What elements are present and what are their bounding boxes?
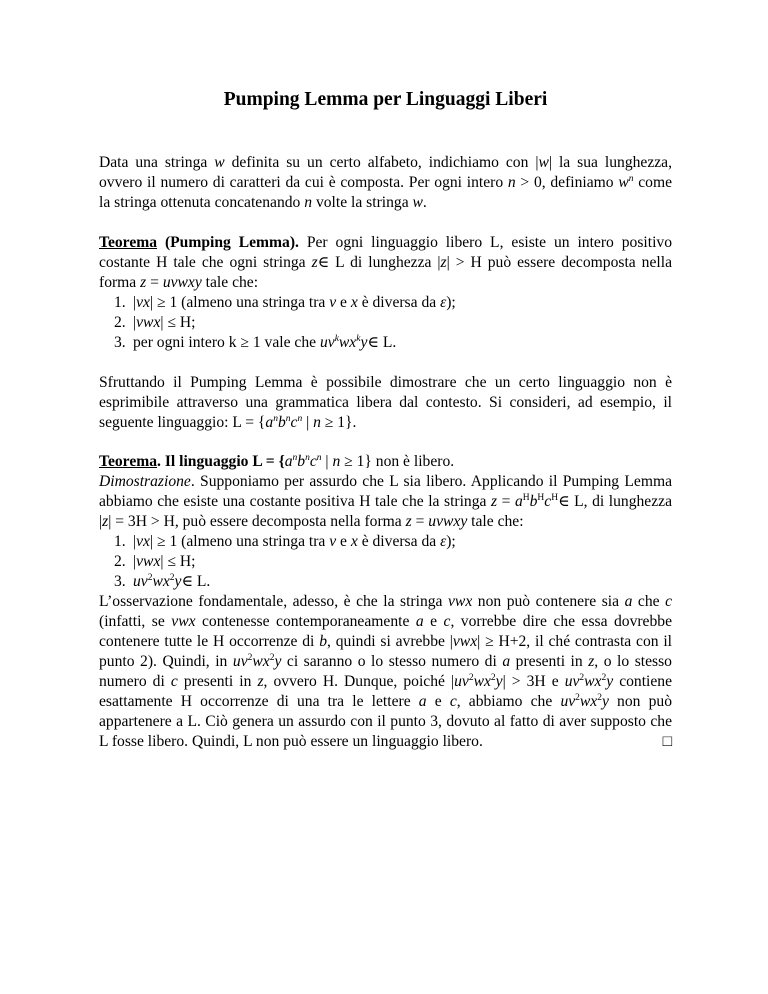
var-vwx: vwx [136, 553, 161, 570]
var-z: z [257, 673, 264, 690]
text: | [133, 314, 137, 331]
text: | [133, 553, 137, 570]
exp-2: 2 [269, 653, 275, 663]
lemma-heading-rest: (Pumping Lemma). [157, 234, 299, 251]
var-wx: wx [252, 653, 270, 670]
var-vx: vx [136, 294, 150, 311]
var-uv: uv [133, 573, 148, 590]
text: L’osservazione fondamentale, adesso, è che la stringa [99, 593, 448, 610]
var-y: y [495, 673, 503, 690]
list-number: 2. [114, 553, 126, 570]
var-x: x [350, 533, 358, 550]
var-a: a [624, 593, 633, 610]
exp-H: H [551, 493, 559, 503]
var-c: c [665, 593, 673, 610]
intro-paragraph [99, 153, 672, 213]
var-uv: uv [454, 673, 469, 690]
var-b: b [297, 453, 306, 470]
var-z: z [440, 254, 447, 271]
text: | ≥ 1 (almeno una stringa tra [149, 533, 330, 550]
var-vwx: vwx [452, 633, 478, 650]
exp-n: n [285, 414, 291, 424]
text: per ogni intero k ≥ 1 vale che [133, 334, 320, 351]
var-z: z [311, 254, 318, 271]
text: presenti in [510, 653, 589, 670]
text: , ovvero H. Dunque, poiché | [263, 673, 455, 690]
text: | [321, 453, 333, 470]
var-epsilon: ε [440, 533, 447, 550]
exp-H: H [537, 493, 545, 503]
var-vwx: vwx [448, 593, 473, 610]
exp-n: n [628, 174, 634, 184]
list-item [99, 333, 672, 353]
exp-2: 2 [601, 673, 607, 683]
var-b: b [319, 633, 328, 650]
var-c: c [443, 613, 451, 630]
var-uvwxy: uvwxy [162, 274, 202, 291]
text: è diversa da [357, 294, 441, 311]
var-w: w [538, 154, 549, 171]
var-wx: wx [338, 334, 357, 351]
exp-n: n [305, 453, 310, 463]
var-vwx: vwx [136, 314, 161, 331]
text: non può appartenere a L. Ciò genera un assurdo con il punto 3, dovuto al fatto di aver supposto che L fosse libero. Quindi, L non può essere un linguaggio libero. [99, 693, 672, 750]
var-n: n [507, 174, 516, 191]
lemma-heading [99, 234, 299, 251]
text: , abbiamo che [456, 693, 561, 710]
text: è diversa da [357, 533, 441, 550]
list-number: 1. [114, 294, 126, 311]
var-c: c [309, 453, 317, 470]
var-a: a [415, 613, 424, 630]
pumping-lemma-statement [99, 233, 672, 353]
text: Data una stringa [99, 154, 215, 171]
text: | [302, 414, 314, 431]
var-w: w [618, 174, 629, 191]
exp-2: 2 [597, 693, 602, 703]
var-y: y [174, 573, 182, 590]
var-a: a [418, 693, 427, 710]
var-vx: vx [136, 533, 150, 550]
var-y: y [601, 693, 609, 710]
text: ); [446, 533, 456, 550]
exp-2: 2 [490, 673, 496, 683]
var-w: w [412, 194, 423, 211]
list-number: 2. [114, 314, 126, 331]
var-z: z [588, 653, 595, 670]
var-z: z [405, 513, 412, 530]
exp-2: 2 [575, 693, 580, 703]
var-uv: uv [319, 334, 335, 351]
var-wx: wx [152, 573, 170, 590]
text: | ≤ H; [160, 553, 196, 570]
proof-conclusion [99, 592, 672, 752]
exp-k: k [356, 334, 361, 344]
text: | ≤ H; [160, 314, 196, 331]
var-c: c [170, 673, 178, 690]
var-n: n [313, 414, 321, 431]
var-c: c [290, 414, 298, 431]
text: = [497, 493, 515, 510]
list-item [99, 313, 672, 333]
proof-label: Dimostrazione [99, 473, 191, 490]
text: tale che: [201, 274, 259, 291]
var-a: a [284, 453, 293, 470]
text: | > 3H e [502, 673, 565, 690]
exp-2: 2 [169, 573, 175, 583]
var-epsilon: ε [440, 294, 447, 311]
var-b: b [529, 493, 538, 510]
text: | > H può essere decomposta nella forma [99, 254, 672, 291]
var-wx: wx [473, 673, 491, 690]
var-vwx: vwx [171, 613, 196, 630]
text: ≥ 1}. [320, 414, 357, 431]
qed-square-icon: □ [662, 733, 672, 750]
text: e [423, 613, 444, 630]
text: . Supponiamo per assurdo che L sia libero. Applicando il Pumping Lemma abbiamo che esiste una costante positiva H tale che la stringa [99, 473, 672, 510]
text: | = 3H > H, può essere decomposta nella forma [108, 513, 406, 530]
text: volte la stringa [312, 194, 413, 211]
var-a: a [514, 493, 523, 510]
var-n: n [332, 453, 341, 470]
list-item [99, 572, 672, 592]
var-z: z [490, 493, 498, 510]
text: > 0, definiamo [515, 174, 619, 191]
text: contiene esattamente H occorrenze di una tra le lettere [99, 673, 673, 710]
text: come la stringa ottenuta concatenando [99, 174, 672, 211]
var-wx: wx [584, 673, 602, 690]
exp-n: n [297, 414, 303, 424]
var-uv: uv [564, 673, 580, 690]
text: non può contenere sia [472, 593, 625, 610]
text: che [632, 593, 666, 610]
exp-n: n [316, 453, 322, 463]
text: ∈ L, di lunghezza | [99, 493, 672, 530]
exp-H: H [522, 493, 530, 503]
list-number: 3. [114, 573, 126, 590]
text: ci saranno o lo stesso numero di [281, 653, 503, 670]
exp-k: k [334, 334, 339, 344]
var-z: z [140, 274, 147, 291]
var-n: n [304, 194, 313, 211]
var-y: y [274, 653, 282, 670]
list-item [99, 293, 672, 313]
text: | [133, 294, 137, 311]
theorem-heading: Teorema [99, 453, 158, 470]
text: contenesse contemporaneamente [195, 613, 416, 630]
var-wx: wx [579, 693, 598, 710]
text: ∈ L. [367, 334, 397, 351]
var-y: y [606, 673, 614, 690]
var-uv: uv [560, 693, 576, 710]
var-w: w [214, 154, 225, 171]
text: e [336, 294, 351, 311]
exp-2: 2 [247, 653, 253, 663]
var-y: y [360, 334, 368, 351]
list-item [99, 552, 672, 572]
var-b: b [277, 414, 286, 431]
exp-n: n [292, 453, 298, 463]
var-c: c [544, 493, 552, 510]
text: e [336, 533, 351, 550]
exp-2: 2 [468, 673, 474, 683]
list-number: 3. [114, 334, 126, 351]
text: Per ogni linguaggio libero L, esiste un intero positivo costante H tale che ogni stringa [99, 234, 672, 271]
text: e [426, 693, 450, 710]
exp-n: n [273, 414, 278, 424]
text: | ≥ 1 (almeno una stringa tra [149, 294, 330, 311]
theorem-and-proof [99, 452, 672, 752]
text: Sfruttando il Pumping Lemma è possibile dimostrare che un certo linguaggio non è esprimibile attraverso una grammatica libera dal contesto. Si consideri, ad esempio, il seguente linguaggio: L = { [99, 374, 672, 431]
text: tale che: [467, 513, 524, 530]
var-z: z [102, 513, 109, 530]
var-x: x [350, 294, 358, 311]
var-v: v [329, 533, 337, 550]
text: ); [446, 294, 456, 311]
text: | ≥ H+2, il ché contrasta con il punto 2). Quindi, in [99, 633, 673, 670]
text: , o lo stesso numero di [99, 653, 672, 690]
var-c: c [449, 693, 457, 710]
text: , vorrebbe dire che essa dovrebbe contenere tutte le H occorrenze di [99, 613, 672, 650]
text: | la sua lunghezza, ovvero il numero di caratteri da cui è composta. Per ogni intero [99, 154, 672, 191]
exp-2: 2 [579, 673, 585, 683]
exp-2: 2 [147, 573, 153, 583]
var-v: v [329, 294, 337, 311]
text: ∈ L di lunghezza | [317, 254, 441, 271]
lemma-heading-word: Teorema [99, 234, 158, 251]
var-uv: uv [232, 653, 248, 670]
text: . [422, 194, 427, 211]
text: (infatti, se [99, 613, 172, 630]
text: definita su un certo alfabeto, indichiamo con | [224, 154, 539, 171]
var-uvwxy: uvwxy [428, 513, 468, 530]
var-a: a [265, 414, 274, 431]
theorem-heading-dot: . Il linguaggio L = { [157, 453, 285, 470]
transition-paragraph [99, 373, 672, 433]
list-number: 1. [114, 533, 126, 550]
document-title: Pumping Lemma per Linguaggi Liberi [223, 89, 548, 110]
list-item [99, 532, 672, 552]
text: ≥ 1} non è libero. [340, 453, 455, 470]
text: presenti in [177, 673, 258, 690]
var-a: a [502, 653, 511, 670]
text: , quindi si avrebbe | [327, 633, 453, 650]
text: = [411, 513, 429, 530]
text: = [146, 274, 163, 291]
text: | [133, 533, 137, 550]
text: ∈ L. [181, 573, 211, 590]
